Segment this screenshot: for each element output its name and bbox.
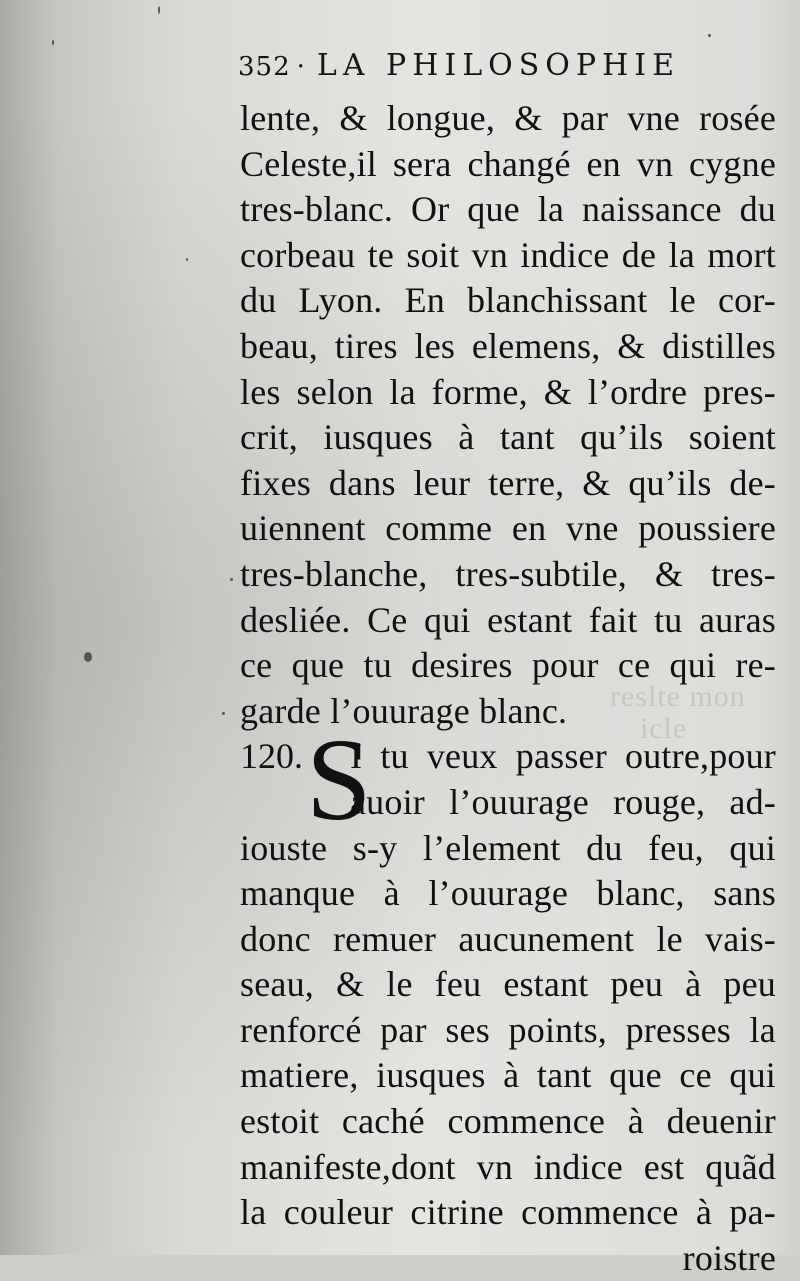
page-header bbox=[238, 48, 778, 98]
text-line: iouste s-y l’element du feu, qui bbox=[240, 827, 776, 868]
text-line: estoit caché commence à deuenir bbox=[240, 1101, 776, 1142]
text-line: donc remuer aucunement le vais- bbox=[240, 918, 776, 959]
main-text bbox=[240, 96, 776, 1281]
show-through-text: reslte mon bbox=[610, 680, 746, 713]
text-line: manque à l’ouurage blanc, sans bbox=[240, 873, 776, 914]
section-number: 120. bbox=[240, 736, 303, 777]
text-line: matiere, iusques à tant que ce qui bbox=[240, 1055, 776, 1096]
text-line: Celeste,il sera changé en vn cygne bbox=[240, 143, 776, 184]
text-line: beau, tires les elemens, & distilles bbox=[240, 325, 776, 366]
ink-speck bbox=[230, 578, 233, 581]
text-line: seau, & le feu estant peu à peu bbox=[240, 964, 776, 1005]
text-line: fixes dans leur terre, & qu’ils de- bbox=[240, 462, 776, 503]
drop-cap: S bbox=[306, 714, 372, 846]
text-line: corbeau te soit vn indice de la mort bbox=[240, 234, 776, 275]
text-line: desliée. Ce qui estant fait tu auras bbox=[240, 599, 776, 640]
text-line: I tu veux passer outre,pour bbox=[350, 736, 776, 777]
page-number: 352 bbox=[238, 52, 291, 82]
text-line: ce que tu desires pour ce qui re- bbox=[240, 645, 776, 686]
text-line: uiennent comme en vne poussiere bbox=[240, 508, 776, 549]
text-line: crit, iusques à tant qu’ils soient bbox=[240, 417, 776, 458]
text-line: auoir l’ouurage rouge, ad- bbox=[350, 781, 776, 822]
text-line: la couleur citrine commence à pa- bbox=[240, 1192, 776, 1233]
show-through-text: icle bbox=[640, 712, 688, 745]
header-separator: · bbox=[296, 52, 305, 82]
text-line: renforcé par ses points, presses la bbox=[240, 1009, 776, 1050]
text-line: du Lyon. En blanchissant le cor- bbox=[240, 280, 776, 321]
ink-speck bbox=[186, 258, 188, 261]
text-line: manifeste,dont vn indice est quãd bbox=[240, 1146, 776, 1187]
text-line: garde l’ouurage blanc. bbox=[240, 690, 568, 731]
ink-speck bbox=[158, 6, 160, 14]
ink-speck bbox=[84, 652, 92, 662]
text-line: tres-blanche, tres-subtile, & tres- bbox=[240, 553, 776, 594]
catchword: roistre bbox=[682, 1237, 776, 1278]
running-title: LA PHILOSOPHIE bbox=[316, 48, 680, 83]
text-line: tres-blanc. Or que la naissance du bbox=[240, 189, 776, 230]
text-line: lente, & longue, & par vne rosée bbox=[240, 98, 776, 138]
text-line: les selon la forme, & l’ordre pres- bbox=[240, 371, 776, 412]
ink-speck bbox=[708, 34, 711, 37]
ink-speck bbox=[52, 40, 54, 45]
ink-speck bbox=[222, 712, 225, 715]
